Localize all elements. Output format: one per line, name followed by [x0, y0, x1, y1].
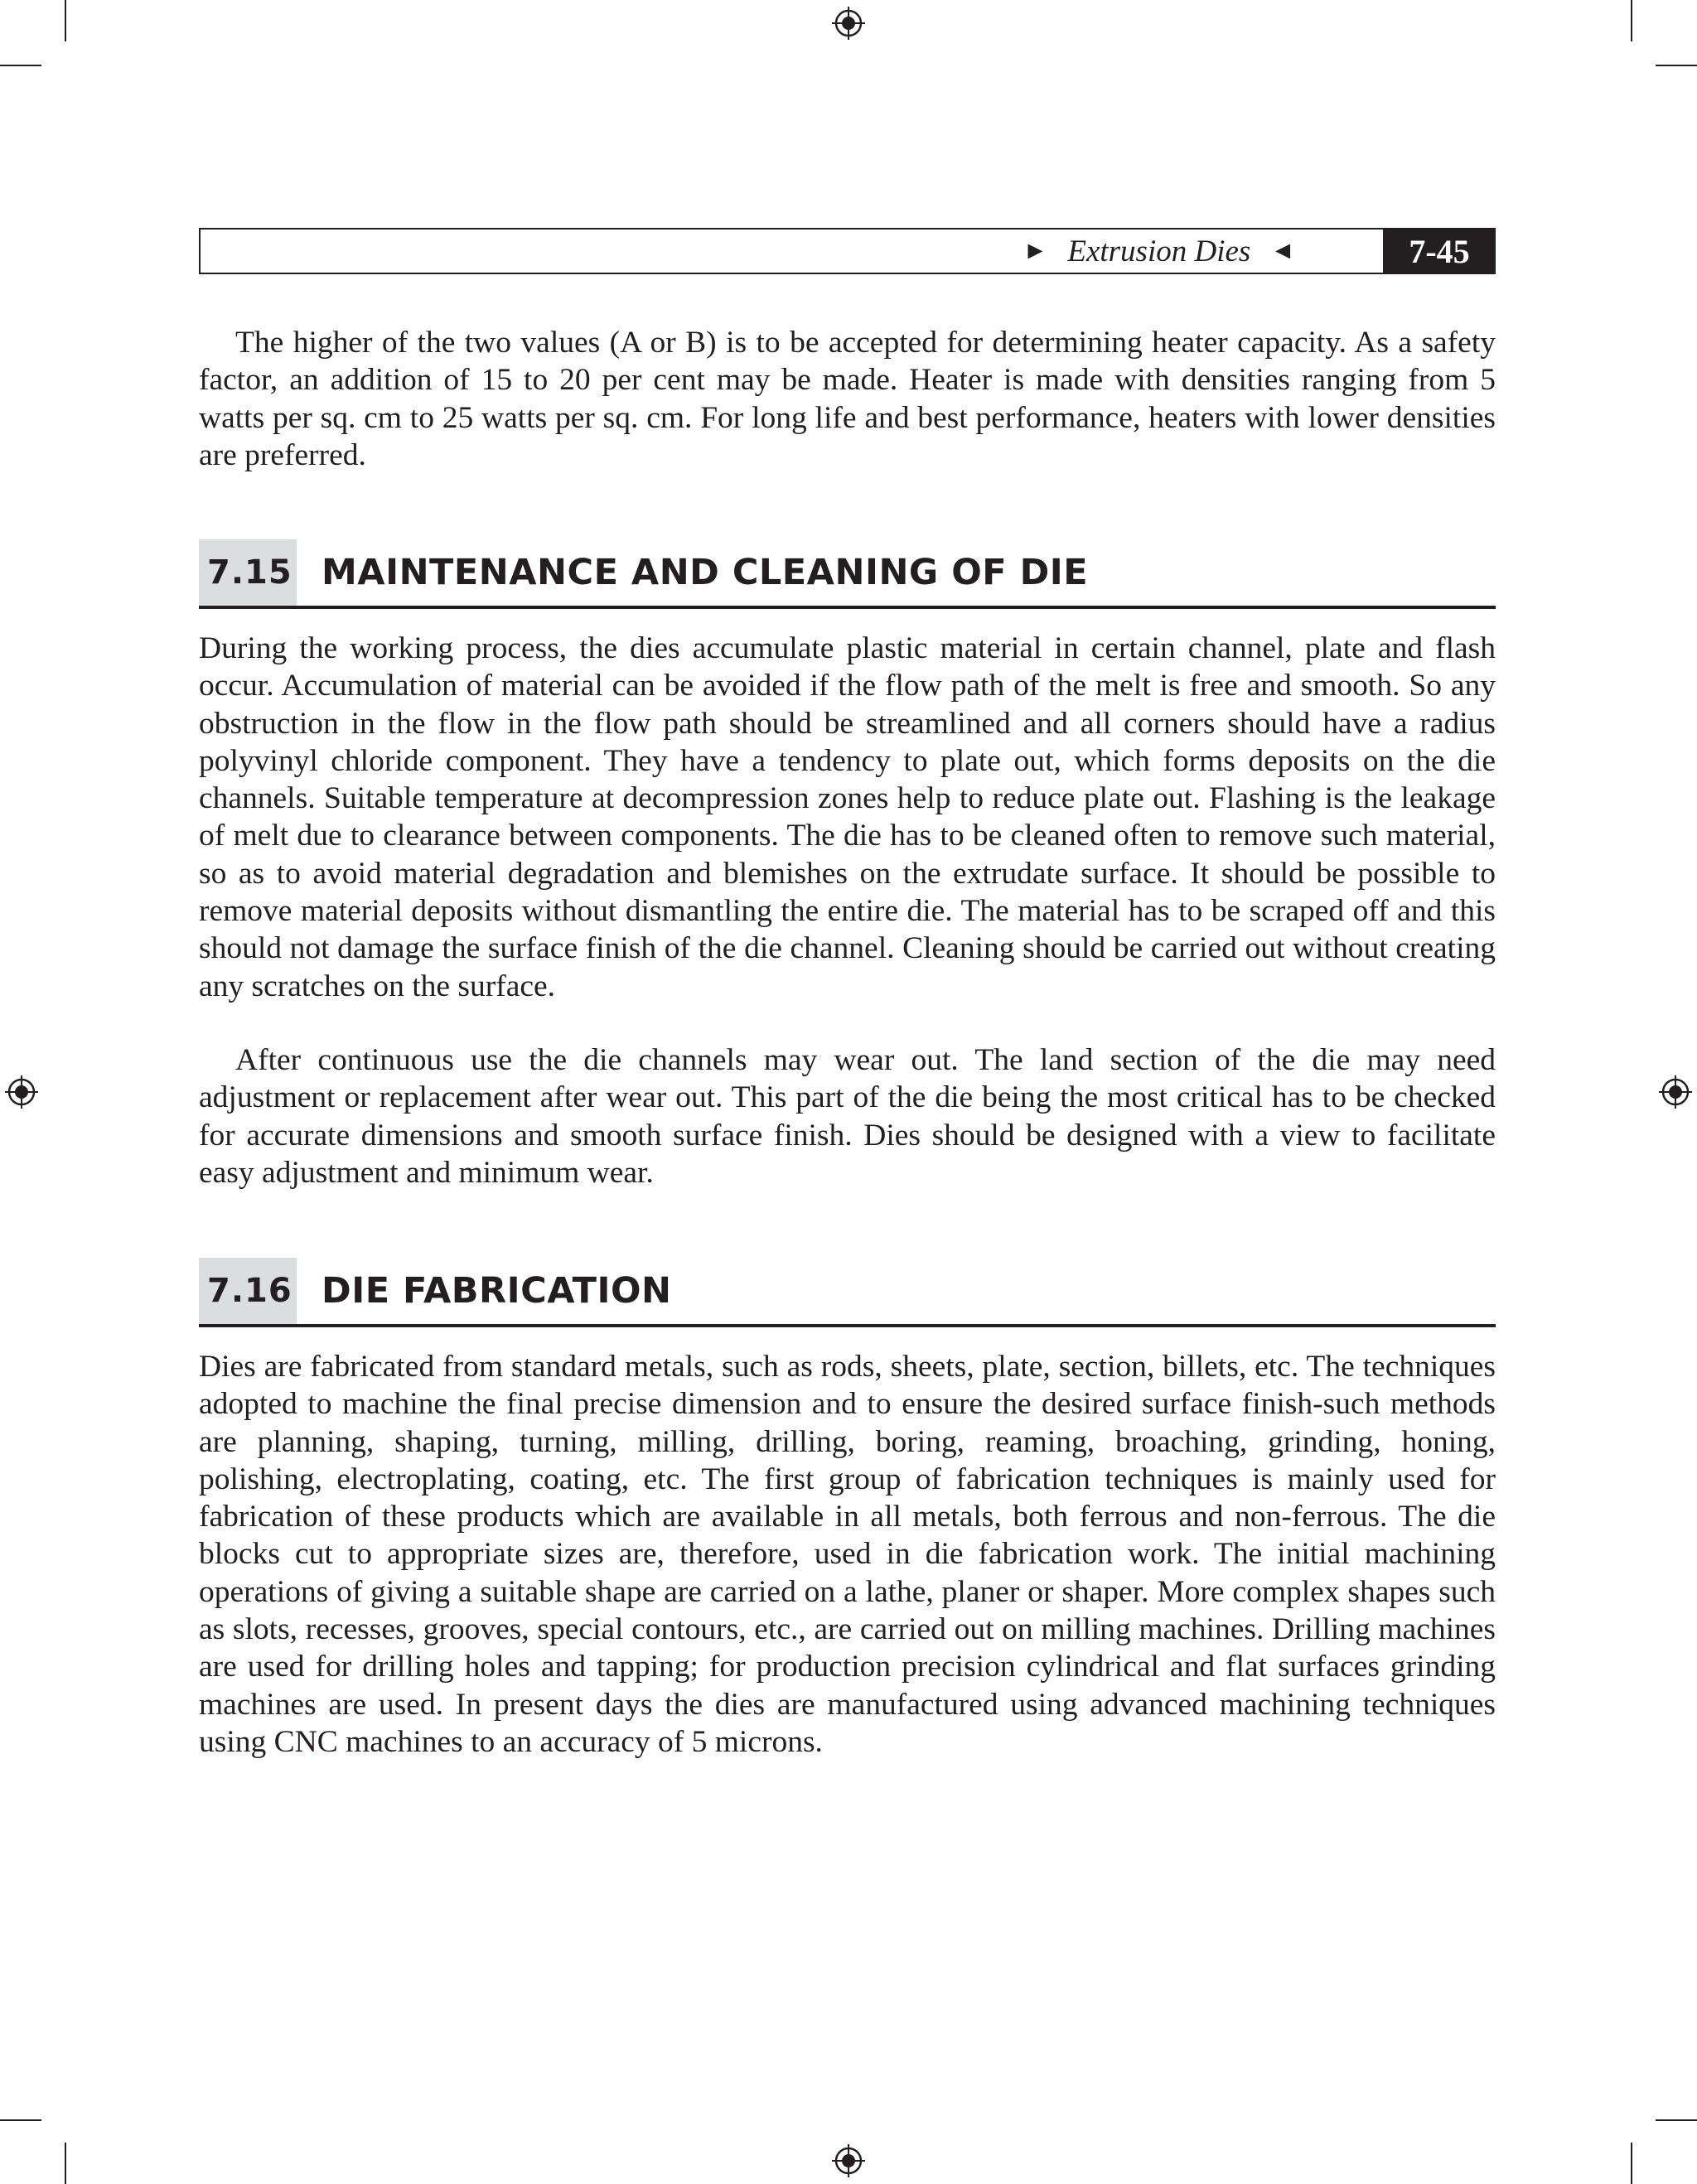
intro-paragraph: The higher of the two values (A or B) is to be accepted for determining heater capacity. As a safety factor, an addition of 15 to 20 per cent may be made. Heater is made with densities ranging from 5 watts per sq. cm to 25 watts per sq. cm. For long life and best performance, heaters with lower densities are preferred.: [199, 326, 1496, 472]
crop-mark-bottom-right-vertical: [1631, 2143, 1632, 2184]
right-pointing-triangle-icon: ►: [1023, 237, 1048, 264]
section-heading-maintenance: [199, 539, 1496, 609]
registration-mark-left-icon: [5, 1075, 38, 1109]
registration-mark-bottom-icon: [832, 2144, 865, 2177]
chapter-title: Extrusion Dies: [1067, 234, 1251, 268]
registration-mark-top-icon: [832, 7, 865, 40]
page-number: 7-45: [1383, 228, 1496, 274]
crop-mark-top-left-horizontal: [0, 65, 41, 66]
section-number: 7.16: [199, 1258, 297, 1324]
section-title: MAINTENANCE AND CLEANING OF DIE: [322, 552, 1089, 593]
registration-mark-right-icon: [1659, 1075, 1692, 1109]
left-pointing-triangle-icon: ◄: [1270, 237, 1295, 264]
running-header-title-group: [1023, 230, 1295, 273]
section-7-15-paragraph-1: During the working process, the dies accumulate plastic material in certain channel, plate and flash occur. Accumulation of material can be avoided if the flow path of the melt is free and smooth. So any obstruction in the flow in the flow path should be streamlined and all corners should have a radius polyvinyl chloride component. They have a tendency to plate out, which forms deposits on the die channels. Suitable temperature at decompression zones help to reduce plate out. Flashing is the leakage of melt due to clearance between components. The die has to be cleaned often to remove such material, so as to avoid material degradation and blemishes on the extrudate surface. It should be possible to remove material deposits without dismantling the entire die. The material has to be scraped off and this should not damage the surface finish of the die channel. Cleaning should be carried out without creating any scratches on the surface.: [199, 631, 1496, 1003]
crop-mark-bottom-left-vertical: [65, 2143, 66, 2184]
crop-mark-top-left-vertical: [65, 0, 66, 41]
section-number: 7.15: [199, 539, 297, 606]
section-7-16-paragraph-1: Dies are fabricated from standard metals, such as rods, sheets, plate, section, billets, etc. The techniques adopted to machine the final precise dimension and to ensure the desired surface finish-such methods are planning, shaping, turning, milling, drilling, boring, reaming, broaching, grinding, honing, polishing, electroplating, coating, etc. The first group of fabrication techniques is mainly used for fabrication of these products which are available in all metals, both ferrous and non-ferrous. The die blocks cut to appropriate sizes are, therefore, used in die fabrication work. The initial machining operations of giving a suitable shape are carried on a lathe, planer or shaper. More complex shapes such as slots, recesses, grooves, special contours, etc., are carried out on milling machines. Drilling machines are used for drilling holes and tapping; for production precision cylindrical and flat surfaces grinding machines are used. In present days the dies are manufactured using advanced machining techniques using CNC machines to an accuracy of 5 microns.: [199, 1350, 1496, 1759]
crop-mark-bottom-left-horizontal: [0, 2119, 41, 2121]
crop-mark-top-right-horizontal: [1656, 65, 1697, 66]
crop-mark-bottom-right-horizontal: [1656, 2119, 1697, 2121]
section-title: DIE FABRICATION: [322, 1270, 672, 1312]
running-header: [199, 228, 1496, 274]
section-heading-die-fabrication: [199, 1258, 1496, 1327]
section-7-15-paragraph-2: After continuous use the die channels may wear out. The land section of the die may need adjustment or replacement after wear out. This part of the die being the most critical has to be checked for accurate dimensions and smooth surface finish. Dies should be designed with a view to facilitate easy adjustment and minimum wear.: [199, 1043, 1496, 1190]
crop-mark-top-right-vertical: [1631, 0, 1632, 41]
